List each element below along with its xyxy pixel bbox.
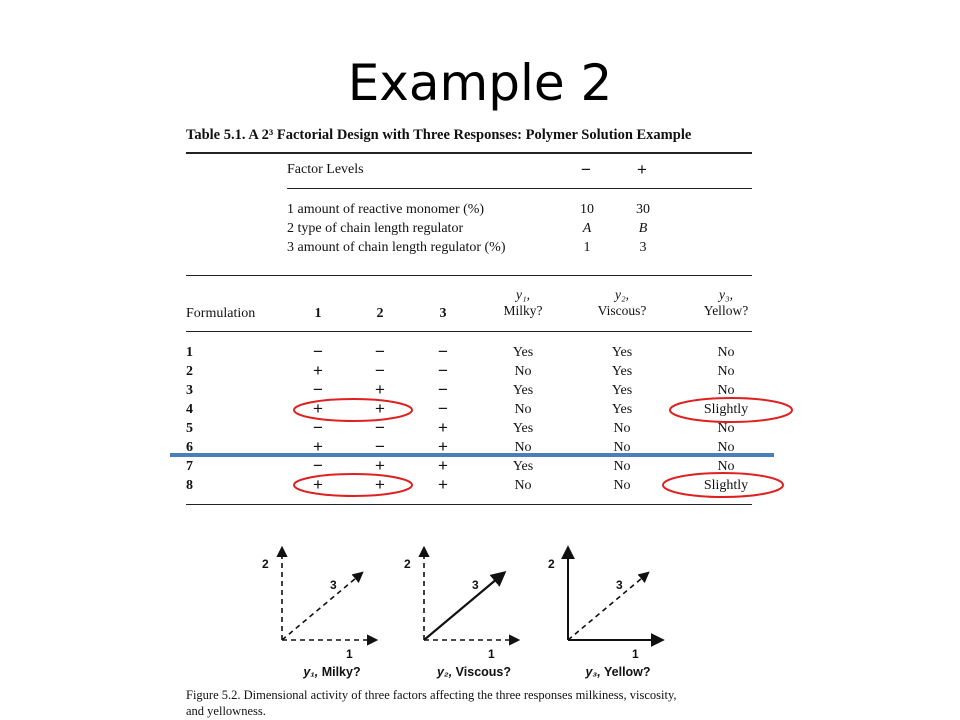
chart3-label-2: 2 bbox=[548, 557, 555, 571]
row-6-factor-2: − bbox=[375, 437, 385, 456]
chart2-label-3: 3 bbox=[472, 578, 479, 592]
row-6-y2: No bbox=[613, 440, 631, 455]
col-y3-symbol: y₃, bbox=[718, 287, 734, 302]
chart2-title-text: Viscous? bbox=[455, 665, 512, 679]
row-3-y2: Yes bbox=[611, 383, 633, 398]
chart3-label-3: 3 bbox=[616, 578, 623, 592]
row-1-number: 1 bbox=[186, 345, 193, 360]
row-4-y3: Slightly bbox=[703, 402, 749, 417]
row-5-factor-1: − bbox=[313, 418, 323, 437]
row-2-y1: No bbox=[514, 364, 532, 379]
row-8-factor-1: + bbox=[313, 475, 323, 494]
row-7-y1: Yes bbox=[512, 459, 534, 474]
col-formulation: Formulation bbox=[186, 306, 256, 321]
row-1-factor-2: − bbox=[375, 342, 385, 361]
factor-2-high: B bbox=[638, 221, 648, 236]
row-5-y1: Yes bbox=[512, 421, 534, 436]
row-4-y1: No bbox=[514, 402, 532, 417]
row-6-y1: No bbox=[514, 440, 532, 455]
row-4-number: 4 bbox=[186, 402, 193, 417]
row-8-number: 8 bbox=[186, 478, 193, 493]
row-7-factor-3: + bbox=[438, 456, 448, 475]
row-7-number: 7 bbox=[186, 459, 193, 474]
chart-y1-milky bbox=[282, 548, 376, 640]
chart3-label-1: 1 bbox=[632, 647, 639, 661]
factor-3-label: 3 amount of chain length regulator (%) bbox=[287, 240, 506, 255]
row-1-y3: No bbox=[717, 345, 735, 360]
row-3-factor-3: − bbox=[438, 380, 448, 399]
factor-1-high: 30 bbox=[636, 202, 650, 217]
chart3-title-symbol: y₃, bbox=[585, 665, 601, 679]
row-8-y2: No bbox=[613, 478, 631, 493]
row-2-factor-3: − bbox=[438, 361, 448, 380]
row-4-y2: Yes bbox=[611, 402, 633, 417]
factor-1-label: 1 amount of reactive monomer (%) bbox=[287, 202, 485, 217]
row-7-y2: No bbox=[613, 459, 631, 474]
chart2-title-symbol: y₂, bbox=[436, 665, 453, 679]
col-y1-symbol: y₁, bbox=[515, 287, 531, 302]
col-y2-label: Viscous? bbox=[597, 302, 647, 318]
row-3-y3: No bbox=[717, 383, 735, 398]
row-5-number: 5 bbox=[186, 421, 193, 436]
row-5-y3: No bbox=[717, 421, 735, 436]
chart-y2-viscous bbox=[424, 548, 518, 640]
row-3-number: 3 bbox=[186, 383, 193, 398]
row-1-factor-3: − bbox=[438, 342, 448, 361]
row-2-y2: Yes bbox=[611, 364, 633, 379]
col-y3-label: Yellow? bbox=[703, 302, 749, 318]
row-5-factor-3: + bbox=[438, 418, 448, 437]
row-6-factor-1: + bbox=[313, 437, 323, 456]
factor-levels-minus: − bbox=[581, 160, 591, 179]
col-y2-symbol: y₂, bbox=[614, 287, 630, 302]
factor-2-low: A bbox=[582, 221, 592, 236]
chart-y3-yellow bbox=[568, 548, 662, 640]
chart2-label-2: 2 bbox=[404, 557, 411, 571]
row-8-factor-3: + bbox=[438, 475, 448, 494]
row-7-factor-1: − bbox=[313, 456, 323, 475]
row-4-factor-3: − bbox=[438, 399, 448, 418]
chart1-label-1: 1 bbox=[346, 647, 353, 661]
row-5-factor-2: − bbox=[375, 418, 385, 437]
row-8-y3: Slightly bbox=[703, 478, 749, 493]
col-factor-3: 3 bbox=[439, 306, 447, 321]
chart1-title bbox=[282, 665, 382, 679]
slide-title: Example 2 bbox=[347, 54, 613, 112]
col-factor-1: 1 bbox=[314, 306, 322, 321]
row-8-y1: No bbox=[514, 478, 532, 493]
row-7-factor-2: + bbox=[375, 456, 385, 475]
col-y1-label: Milky? bbox=[503, 302, 543, 318]
factor-3-high: 3 bbox=[639, 240, 647, 255]
chart1-title-text: Milky? bbox=[321, 665, 361, 679]
factor-levels-heading: Factor Levels bbox=[287, 162, 364, 177]
chart1-label-3: 3 bbox=[330, 578, 337, 592]
row-2-factor-2: − bbox=[375, 361, 385, 380]
row-6-number: 6 bbox=[186, 440, 193, 455]
chart3-title bbox=[568, 665, 668, 679]
chart2-title bbox=[424, 665, 524, 679]
chart3-title-text: Yellow? bbox=[604, 665, 651, 679]
row-6-factor-3: + bbox=[438, 437, 448, 456]
table-caption: Table 5.1. A 2³ Factorial Design with Three Responses: Polymer Solution Example bbox=[186, 127, 692, 143]
row-8-factor-2: + bbox=[375, 475, 385, 494]
factor-1-low: 10 bbox=[580, 202, 594, 217]
chart1-label-2: 2 bbox=[262, 557, 269, 571]
factor-2-label: 2 type of chain length regulator bbox=[287, 221, 464, 236]
figure-caption-line2: and yellowness. bbox=[186, 704, 266, 718]
row-6-y3: No bbox=[717, 440, 735, 455]
row-2-number: 2 bbox=[186, 364, 193, 379]
chart3-axis-3 bbox=[568, 573, 648, 640]
row-1-y1: Yes bbox=[512, 345, 534, 360]
row-3-factor-2: + bbox=[375, 380, 385, 399]
figure-caption-line1: Figure 5.2. Dimensional activity of three factors affecting the three responses milkiness, viscosity, bbox=[186, 688, 677, 702]
row-2-factor-1: + bbox=[313, 361, 323, 380]
chart2-axis-3 bbox=[424, 573, 504, 640]
row-4-factor-1: + bbox=[313, 399, 323, 418]
row-3-factor-1: − bbox=[313, 380, 323, 399]
factor-levels-plus: + bbox=[637, 160, 647, 179]
chart1-axis-3 bbox=[282, 573, 362, 640]
row-1-factor-1: − bbox=[313, 342, 323, 361]
row-2-y3: No bbox=[717, 364, 735, 379]
col-factor-2: 2 bbox=[376, 306, 384, 321]
row-3-y1: Yes bbox=[512, 383, 534, 398]
row-7-y3: No bbox=[717, 459, 735, 474]
chart2-label-1: 1 bbox=[488, 647, 495, 661]
row-4-factor-2: + bbox=[375, 399, 385, 418]
row-1-y2: Yes bbox=[611, 345, 633, 360]
factor-3-low: 1 bbox=[583, 240, 591, 255]
chart1-title-symbol: y₁, bbox=[303, 665, 319, 679]
row-5-y2: No bbox=[613, 421, 631, 436]
